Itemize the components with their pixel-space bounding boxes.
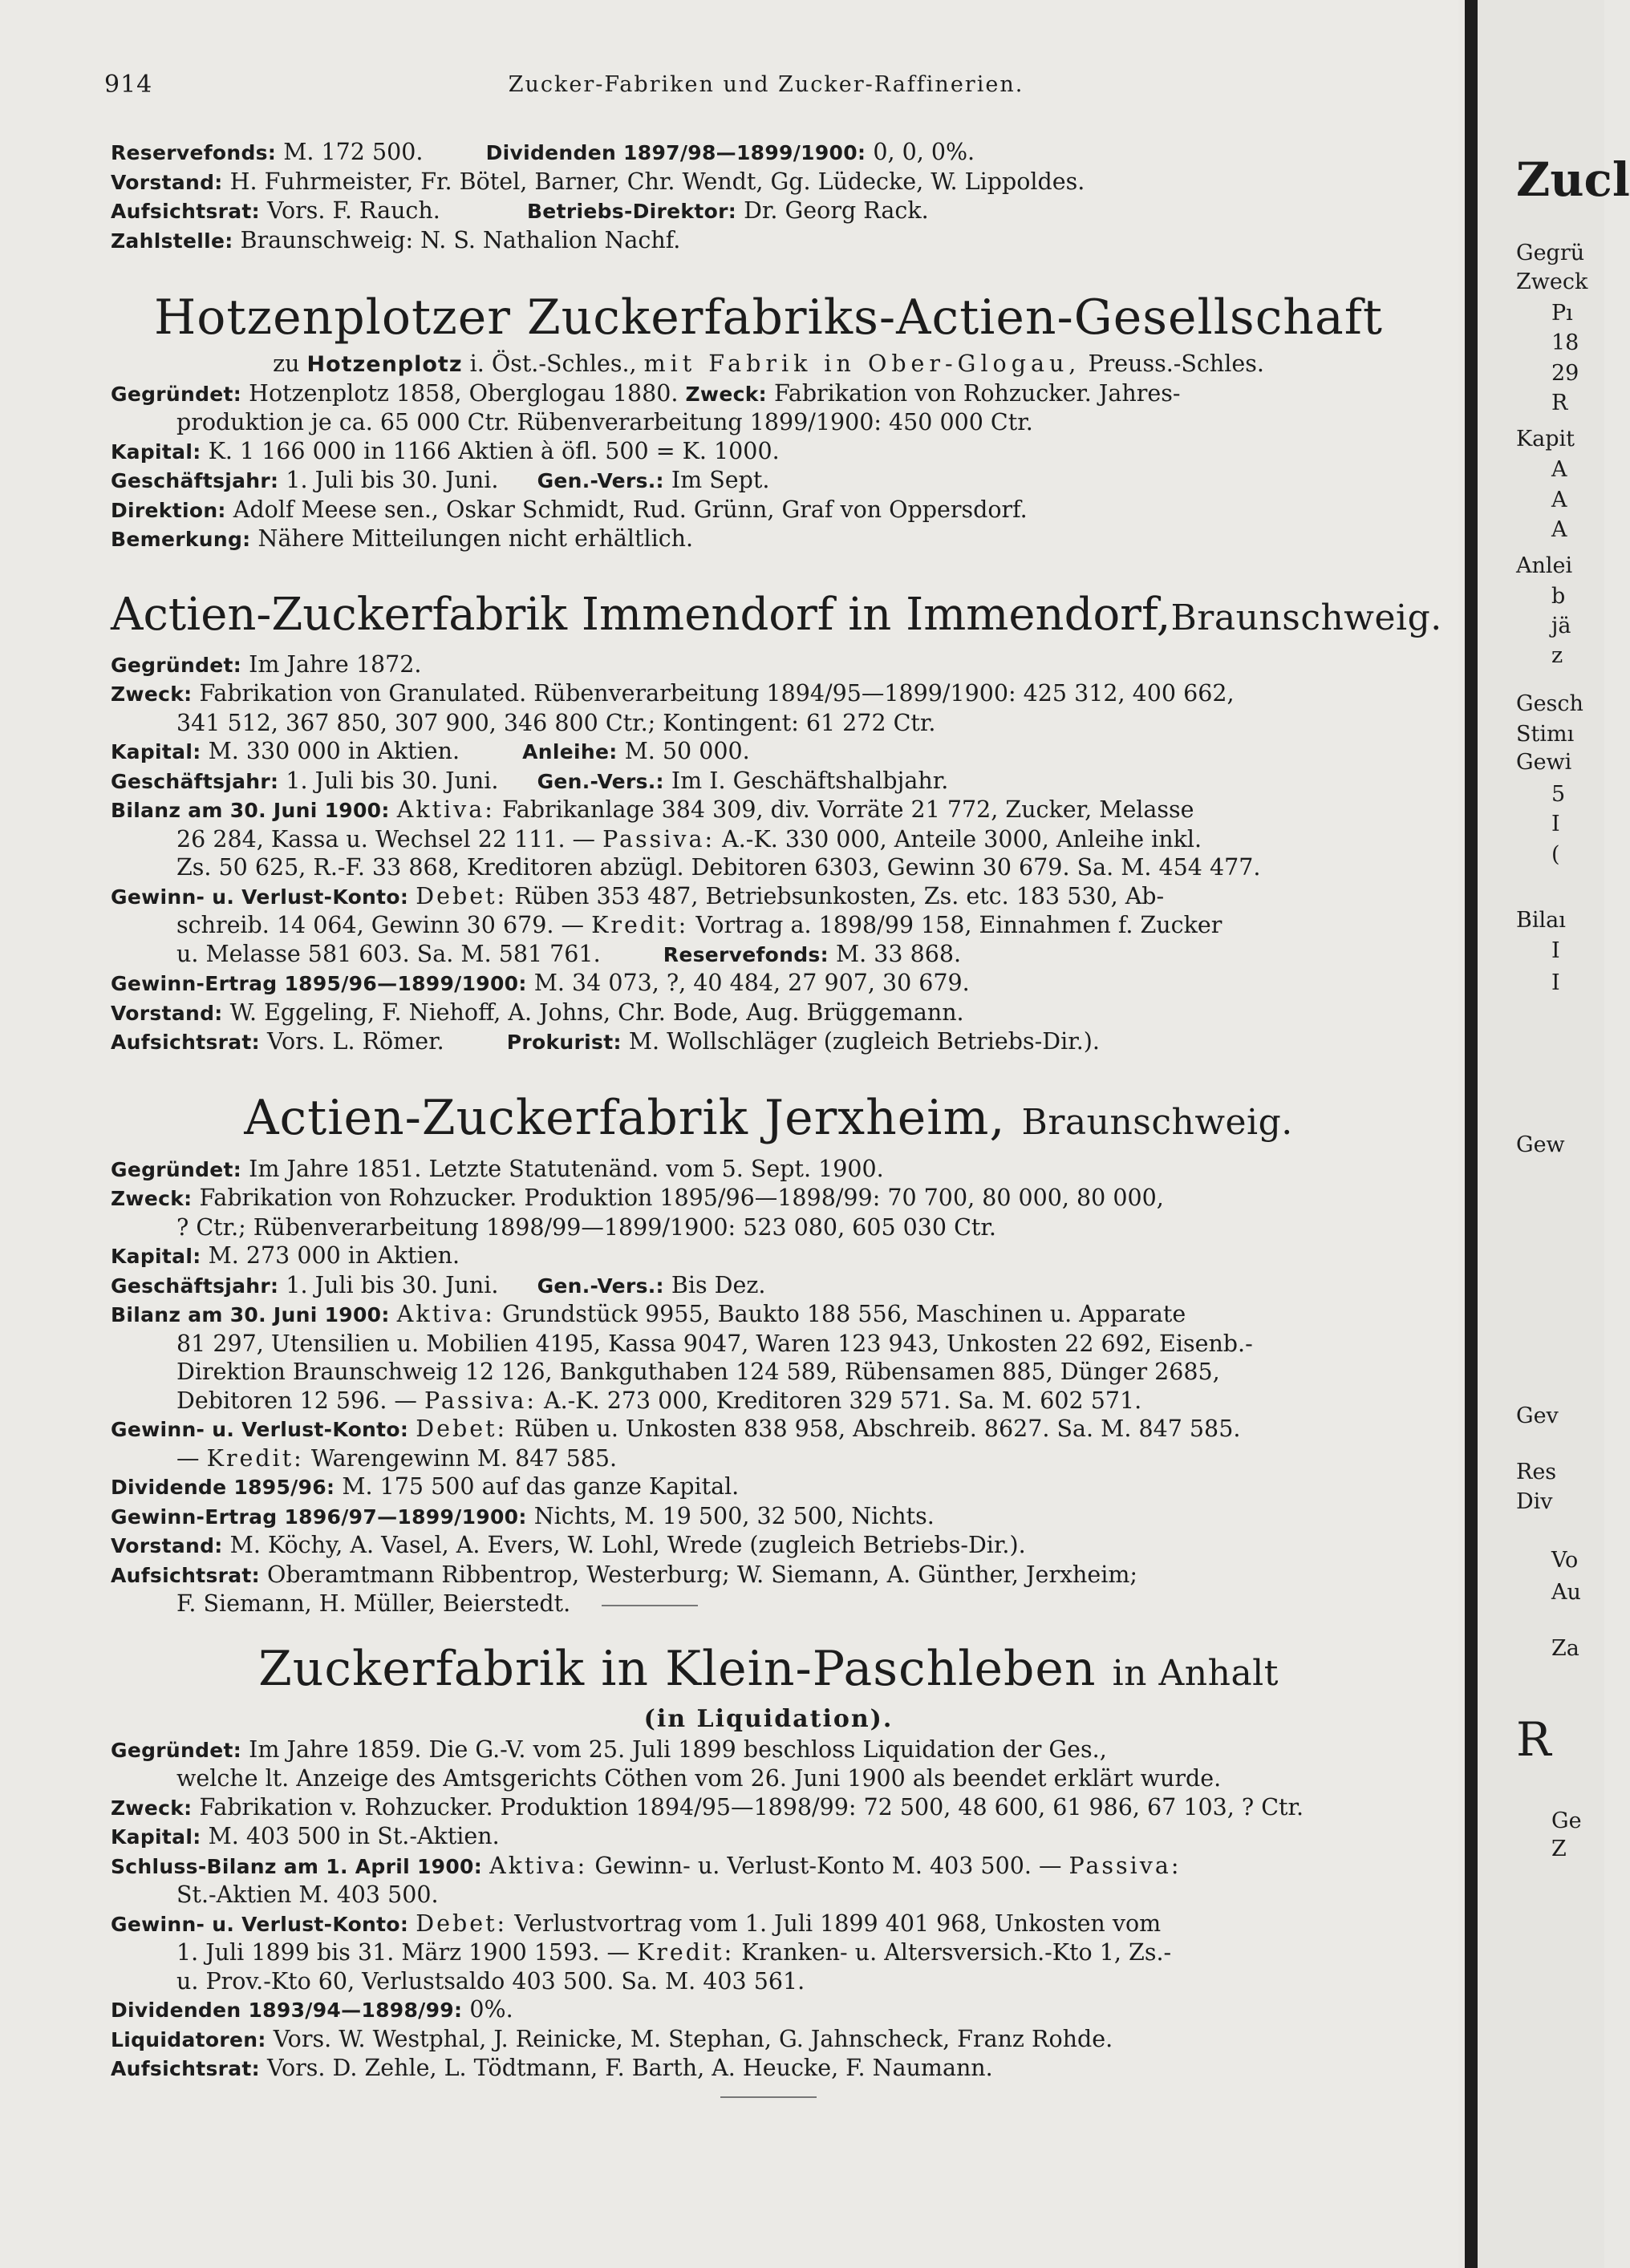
- adjacent-page-fragment: jä: [1551, 614, 1571, 638]
- field-label: Direktion:: [111, 498, 226, 522]
- liquidation-note: (in Liquidation).: [643, 1704, 894, 1733]
- field-label: Gen.-Vers.:: [537, 469, 664, 492]
- field-value: Im Sept.: [671, 467, 770, 493]
- adjacent-page-fragment: Stimı: [1516, 722, 1575, 747]
- adjacent-page-fragment: Anlei: [1516, 553, 1573, 578]
- field-label: Aufsichtsrat:: [111, 1563, 260, 1587]
- field-label: Zweck:: [685, 382, 767, 406]
- field-label: Gen.-Vers.:: [537, 1274, 664, 1298]
- field-label: Gewinn- u. Verlust-Konto:: [111, 1912, 409, 1936]
- field-value: F. Siemann, H. Müller, Beierstedt.: [176, 1590, 571, 1617]
- adjacent-page-fragment: Zweck: [1516, 269, 1588, 294]
- field-sublabel: Debet:: [416, 1910, 508, 1937]
- field-value: Im Jahre 1859. Die G.-V. vom 25. Juli 1899 beschloss Liquidation der Ges.,: [249, 1735, 1107, 1763]
- field-value: Fabrikation von Granulated. Rübenverarbeitung 1894/95—1899/1900: 425 312, 400 662,: [199, 680, 1235, 707]
- field-value: 0, 0, 0%.: [873, 139, 975, 165]
- field-label: Prokurist:: [506, 1031, 622, 1054]
- field-value: Vortrag a. 1898/99 158, Einnahmen f. Zucker: [695, 912, 1222, 938]
- page-number: 914: [104, 71, 153, 99]
- field-value: 1. Juli bis 30. Juni.: [286, 467, 499, 493]
- field-value: Vors. L. Römer.: [267, 1028, 444, 1055]
- entry-line: [111, 138, 1426, 168]
- adjacent-page-fragment: (: [1551, 842, 1560, 867]
- field-label: Vorstand:: [111, 1534, 223, 1557]
- field-value: Fabrikation von Rohzucker. Produktion 1895/96—1898/99: 70 700, 80 000, 80 000,: [199, 1185, 1164, 1211]
- entry-line: 341 512, 367 850, 307 900, 346 800 Ctr.; Kontingent: 61 272 Ctr.: [176, 709, 936, 736]
- entry-line: [111, 496, 1426, 525]
- field-value: W. Eggeling, F. Niehoff, A. Johns, Chr. Bode, Aug. Brüggemann.: [229, 998, 964, 1026]
- entry-line: St.-Aktien M. 403 500.: [176, 1881, 439, 1908]
- subtitle-place: Hotzenplotz: [306, 352, 463, 377]
- prev-entry-section: [111, 138, 1426, 255]
- field-sublabel: Passiva:: [424, 1387, 537, 1414]
- company-title-line: [111, 586, 1442, 647]
- field-label: Bilanz am 30. Juni 1900:: [111, 799, 390, 822]
- entry-line: u. Prov.-Kto 60, Verlustsaldo 403 500. Sa. M. 403 561.: [176, 1967, 805, 1995]
- field-value: Vors. W. Westphal, J. Reinicke, M. Stephan, G. Jahnscheck, Franz Rohde.: [273, 2025, 1113, 2052]
- field-value: Hotzenplotz 1858, Oberglogau 1880.: [249, 379, 679, 407]
- field-label: Gewinn-Ertrag 1895/96—1899/1900:: [111, 972, 527, 995]
- entry-line: [111, 1735, 1426, 1765]
- field-value: Fabrikation von Rohzucker. Jahres-: [773, 379, 1181, 407]
- field-value: A.-K. 330 000, Anteile 3000, Anleihe inkl.: [722, 825, 1202, 853]
- adjacent-page-title-fragment: R: [1516, 1712, 1551, 1767]
- entry-line: [111, 1590, 1426, 1618]
- field-value: Dr. Georg Rack.: [744, 197, 929, 224]
- entry-line: [111, 1995, 1426, 2025]
- field-value: Rüben 353 487, Betriebsunkosten, Zs. etc. 183 530, Ab-: [514, 882, 1165, 909]
- subtitle-text: zu: [273, 350, 300, 377]
- field-value: M. 33 868.: [835, 940, 962, 967]
- field-value: H. Fuhrmeister, Fr. Bötel, Barner, Chr. Wendt, Gg. Lüdecke, W. Lippoldes.: [229, 168, 1085, 195]
- entry-line: welche lt. Anzeige des Amtsgerichts Cöthen vom 26. Juni 1900 als beendet erklärt wurde.: [176, 1765, 1222, 1792]
- field-value: —: [176, 1444, 200, 1472]
- entry-line: [111, 1852, 1426, 1881]
- adjacent-page-fragment: Z: [1551, 1837, 1567, 1861]
- entry-line: [111, 466, 1426, 496]
- field-label: Gegründet:: [111, 1157, 242, 1181]
- field-value: Vors. F. Rauch.: [267, 197, 440, 224]
- field-value: Gewinn- u. Verlust-Konto M. 403 500. —: [594, 1852, 1062, 1879]
- adjacent-page-fragment: z: [1551, 643, 1563, 668]
- entry-line: [111, 168, 1426, 197]
- field-label: Anleihe:: [522, 740, 618, 763]
- company-title: Actien-Zuckerfabrik Immendorf in Immendorf,: [111, 588, 1171, 641]
- field-value: Rüben u. Unkosten 838 958, Abschreib. 8627. Sa. M. 847 585.: [514, 1415, 1241, 1442]
- company-title: Zuckerfabrik in Klein-Paschleben: [258, 1640, 1097, 1697]
- field-value: Braunschweig: N. S. Nathalion Nachf.: [240, 226, 681, 253]
- field-label: Vorstand:: [111, 1001, 223, 1025]
- entry-line: [111, 1561, 1426, 1590]
- field-value: 1. Juli bis 30. Juni.: [286, 1271, 499, 1298]
- field-label: Zweck:: [111, 682, 193, 706]
- entry-line: [111, 767, 1426, 796]
- company-location: Braunschweig.: [1021, 1101, 1293, 1143]
- company-immendorf: [111, 586, 1442, 1057]
- adjacent-page-fragment: Za: [1551, 1636, 1579, 1661]
- company-title-line: [111, 1642, 1426, 1700]
- entry-line: [111, 940, 1426, 970]
- field-label: Geschäftsjahr:: [111, 469, 279, 492]
- adjacent-page-fragment: Pı: [1551, 301, 1573, 326]
- adjacent-page-fragment: I: [1551, 970, 1560, 995]
- field-sublabel: Aktiva:: [396, 796, 495, 823]
- field-label: Kapital:: [111, 1825, 201, 1849]
- adjacent-page-fragment: Kapit: [1516, 427, 1575, 452]
- running-title: Zucker-Fabriken und Zucker-Raffinerien.: [508, 72, 1024, 97]
- field-value: M. 403 500 in St.-Aktien.: [208, 1823, 500, 1849]
- adjacent-page-edge: [1478, 0, 1630, 2268]
- company-klein-paschleben: [111, 1642, 1426, 2098]
- entry-line: [111, 679, 1426, 709]
- adjacent-page-fragment: A: [1551, 517, 1567, 542]
- adjacent-page-fragment: Bilaı: [1516, 908, 1566, 933]
- adjacent-page-fragment: Gev: [1516, 1403, 1559, 1428]
- field-label: Reservefonds:: [663, 942, 829, 966]
- entry-line: [111, 825, 1426, 854]
- field-label: Bemerkung:: [111, 528, 251, 551]
- field-value: 26 284, Kassa u. Wechsel 22 111. —: [176, 825, 596, 853]
- subtitle-text: i. Öst.-Schles.,: [469, 350, 637, 377]
- adjacent-page-title: Zucl: [1516, 152, 1630, 207]
- field-label: Vorstand:: [111, 170, 223, 194]
- entry-line: [111, 650, 1426, 680]
- field-value: schreib. 14 064, Gewinn 30 679. —: [176, 912, 585, 938]
- entry-line: ? Ctr.; Rübenverarbeitung 1898/99—1899/1900: 523 080, 605 030 Ctr.: [176, 1213, 996, 1241]
- field-value: A.-K. 273 000, Kreditoren 329 571. Sa. M. 602 571.: [544, 1387, 1142, 1414]
- adjacent-page-fragment: A: [1551, 488, 1567, 512]
- field-sublabel: Debet:: [416, 882, 508, 909]
- entry-line: [111, 1502, 1426, 1532]
- entry-line: [111, 437, 1426, 467]
- company-title: Hotzenplotzer Zuckerfabriks-Actien-Gesellschaft: [153, 290, 1384, 346]
- field-sublabel: Kredit:: [206, 1444, 304, 1472]
- field-label: Reservefonds:: [111, 141, 277, 164]
- entry-line: [111, 1938, 1426, 1967]
- field-value: Grundstück 9955, Baukto 188 556, Maschinen u. Apparate: [501, 1301, 1186, 1327]
- field-sublabel: Passiva:: [602, 825, 716, 853]
- section-divider: [602, 1605, 698, 1606]
- entry-line: [111, 1155, 1426, 1185]
- field-label: Kapital:: [111, 740, 201, 763]
- field-sublabel: Kredit:: [637, 1939, 735, 1966]
- field-value: Adolf Meese sen., Oskar Schmidt, Rud. Grünn, Graf von Oppersdorf.: [233, 496, 1028, 523]
- entry-line: [111, 196, 1426, 226]
- field-label: Bilanz am 30. Juni 1900:: [111, 1303, 390, 1326]
- field-label: Zweck:: [111, 1796, 193, 1820]
- field-label: Gegründet:: [111, 653, 242, 677]
- company-title-line: [111, 1089, 1426, 1152]
- entry-line: [111, 998, 1426, 1028]
- field-value: Nähere Mitteilungen nicht erhältlich.: [257, 525, 694, 552]
- field-value: Fabrikation v. Rohzucker. Produktion 1894/95—1898/99: 72 500, 48 600, 61 986, 67 103, ? Ctr.: [199, 1793, 1304, 1820]
- field-label: Gegründet:: [111, 1738, 242, 1762]
- field-label: Kapital:: [111, 439, 201, 464]
- field-value: M. 273 000 in Aktien.: [208, 1242, 460, 1269]
- field-value: Oberamtmann Ribbentrop, Westerburg; W. Siemann, A. Günther, Jerxheim;: [267, 1561, 1137, 1588]
- entry-line: [111, 911, 1426, 940]
- entry-line: [111, 379, 1426, 409]
- field-value: Im Jahre 1872.: [249, 650, 422, 678]
- entry-line: [111, 1531, 1426, 1561]
- field-sublabel: Passiva:: [1068, 1852, 1182, 1879]
- entry-line: [111, 1444, 1426, 1473]
- field-label: Gewinn-Ertrag 1896/97—1899/1900:: [111, 1505, 527, 1529]
- field-value: Bis Dez.: [671, 1271, 766, 1298]
- field-value: u. Melasse 581 603. Sa. M. 581 761.: [176, 940, 601, 967]
- adjacent-page-fragment: I: [1551, 938, 1560, 963]
- section-divider: [720, 2096, 817, 2098]
- field-value: Kranken- u. Altersversich.-Kto 1, Zs.-: [741, 1939, 1172, 1966]
- field-value: M. 172 500.: [283, 139, 424, 165]
- field-label: Gegründet:: [111, 382, 242, 406]
- entry-line: [111, 1793, 1426, 1823]
- entry-line: [111, 1027, 1426, 1057]
- field-value: M. Wollschläger (zugleich Betriebs-Dir.).: [628, 1028, 1100, 1055]
- adjacent-page-fragment: Gew: [1516, 1132, 1565, 1157]
- page-gutter: [1465, 0, 1478, 2268]
- field-label: Dividenden 1893/94—1898/99:: [111, 1999, 463, 2022]
- adjacent-page-fragment: Gewi: [1516, 750, 1572, 775]
- company-location: Braunschweig.: [1170, 597, 1442, 638]
- entry-line: [111, 2025, 1426, 2055]
- entry-line: [111, 1910, 1426, 1939]
- field-label: Aufsichtsrat:: [111, 1031, 260, 1054]
- field-value: Im I. Geschäftshalbjahr.: [671, 767, 949, 794]
- entry-line: [111, 1387, 1426, 1415]
- field-label: Geschäftsjahr:: [111, 769, 279, 793]
- field-value: Nichts, M. 19 500, 32 500, Nichts.: [533, 1502, 935, 1529]
- field-label: Gewinn- u. Verlust-Konto:: [111, 1418, 409, 1441]
- field-value: Warengewinn M. 847 585.: [310, 1444, 618, 1472]
- adjacent-page-fragment: 18: [1551, 330, 1579, 355]
- entry-line: [111, 1271, 1426, 1301]
- field-label: Kapital:: [111, 1245, 201, 1268]
- field-label: Aufsichtsrat:: [111, 2057, 260, 2080]
- company-subtitle: [111, 350, 1426, 379]
- company-jerxheim: [111, 1089, 1426, 1618]
- entry-line: [111, 882, 1426, 912]
- entry-line: [111, 1472, 1426, 1502]
- field-sublabel: Aktiva:: [396, 1301, 495, 1327]
- field-sublabel: Debet:: [416, 1415, 508, 1442]
- field-label: Dividenden 1897/98—1899/1900:: [485, 141, 866, 164]
- field-label: Zahlstelle:: [111, 229, 233, 253]
- field-value: Verlustvortrag vom 1. Juli 1899 401 968, Unkosten vom: [514, 1910, 1162, 1937]
- adjacent-page-fragment: Div: [1516, 1489, 1553, 1514]
- page-header: [104, 71, 1428, 103]
- field-sublabel: Aktiva:: [489, 1852, 588, 1879]
- field-value: M. 330 000 in Aktien.: [208, 738, 460, 764]
- entry-line: [111, 1822, 1426, 1852]
- field-value: Im Jahre 1851. Letzte Statutenänd. vom 5. Sept. 1900.: [249, 1155, 884, 1182]
- adjacent-page-fragment: Ge: [1551, 1808, 1582, 1833]
- adjacent-page-fragment: A: [1551, 457, 1567, 482]
- adjacent-page-fragment: Vo: [1551, 1548, 1579, 1573]
- field-label: Aufsichtsrat:: [111, 200, 260, 223]
- entry-line: [111, 226, 1426, 256]
- entry-line: [111, 1184, 1426, 1213]
- field-label: Gewinn- u. Verlust-Konto:: [111, 885, 409, 909]
- field-value: K. 1 166 000 in 1166 Aktien à öfl. 500 = K. 1000.: [208, 437, 780, 464]
- adjacent-page-fragment: Gesch: [1516, 691, 1583, 716]
- entry-line: 81 297, Utensilien u. Mobilien 4195, Kassa 9047, Waren 123 943, Unkosten 22 692, Eisenb.-: [176, 1330, 1253, 1357]
- field-value: 1. Juli bis 30. Juni.: [286, 767, 499, 794]
- entry-line: [111, 2054, 1426, 2084]
- field-label: Schluss-Bilanz am 1. April 1900:: [111, 1854, 483, 1878]
- field-label: Geschäftsjahr:: [111, 1274, 279, 1298]
- entry-line: [111, 1300, 1426, 1330]
- field-label: Gen.-Vers.:: [537, 769, 664, 793]
- subtitle-text: Preuss.-Schles.: [1088, 350, 1264, 377]
- adjacent-page-fragment: R: [1551, 391, 1568, 415]
- field-value: 0%.: [469, 1996, 513, 2023]
- field-value: Vors. D. Zehle, L. Tödtmann, F. Barth, A. Heucke, F. Naumann.: [267, 2055, 993, 2081]
- entry-line: [111, 1241, 1426, 1271]
- adjacent-page-fragment: Au: [1551, 1580, 1581, 1605]
- field-value: 1. Juli 1899 bis 31. März 1900 1593. —: [176, 1939, 630, 1966]
- entry-line: [111, 737, 1426, 767]
- adjacent-page-fragment: 5: [1551, 782, 1566, 807]
- field-label: Zweck:: [111, 1187, 193, 1210]
- field-value: Debitoren 12 596. —: [176, 1387, 417, 1414]
- field-label: Betriebs-Direktor:: [526, 200, 737, 223]
- field-value: M. Köchy, A. Vasel, A. Evers, W. Lohl, Wrede (zugleich Betriebs-Dir.).: [229, 1532, 1026, 1558]
- company-hotzenplotz: [111, 289, 1426, 554]
- adjacent-page-fragment: Gegrü: [1516, 241, 1585, 265]
- field-sublabel: Kredit:: [591, 912, 689, 938]
- entry-line: [111, 1415, 1426, 1444]
- entry-line: [111, 796, 1426, 825]
- company-location: in Anhalt: [1112, 1652, 1279, 1694]
- entry-line: Zs. 50 625, R.-F. 33 868, Kreditoren abzügl. Debitoren 6303, Gewinn 30 679. Sa. M. 454 477.: [176, 854, 1261, 881]
- company-title: Actien-Zuckerfabrik Jerxheim,: [244, 1089, 1006, 1146]
- entry-line: Direktion Braunschweig 12 126, Bankguthaben 124 589, Rübensamen 885, Dünger 2685,: [176, 1359, 1220, 1385]
- field-value: M. 50 000.: [624, 738, 750, 764]
- entry-line: produktion je ca. 65 000 Ctr. Rübenverarbeitung 1899/1900: 450 000 Ctr.: [176, 409, 1033, 435]
- field-value: M. 175 500 auf das ganze Kapital.: [342, 1473, 740, 1500]
- entry-line: [111, 969, 1426, 998]
- page-content: [111, 138, 1442, 2098]
- entry-line: [111, 524, 1426, 554]
- field-label: Dividende 1895/96:: [111, 1476, 335, 1499]
- field-value: Fabrikanlage 384 309, div. Vorräte 21 772, Zucker, Melasse: [501, 796, 1194, 823]
- adjacent-page-fragment: b: [1551, 584, 1566, 609]
- adjacent-page-fragment: I: [1551, 812, 1560, 836]
- field-value: M. 34 073, ?, 40 484, 27 907, 30 679.: [533, 970, 970, 996]
- field-label: Liquidatoren:: [111, 2027, 266, 2051]
- subtitle-text: mit Fabrik in Ober-Glogau,: [643, 350, 1081, 377]
- adjacent-page-fragment: Res: [1516, 1460, 1557, 1484]
- adjacent-page-fragment: 29: [1551, 361, 1579, 386]
